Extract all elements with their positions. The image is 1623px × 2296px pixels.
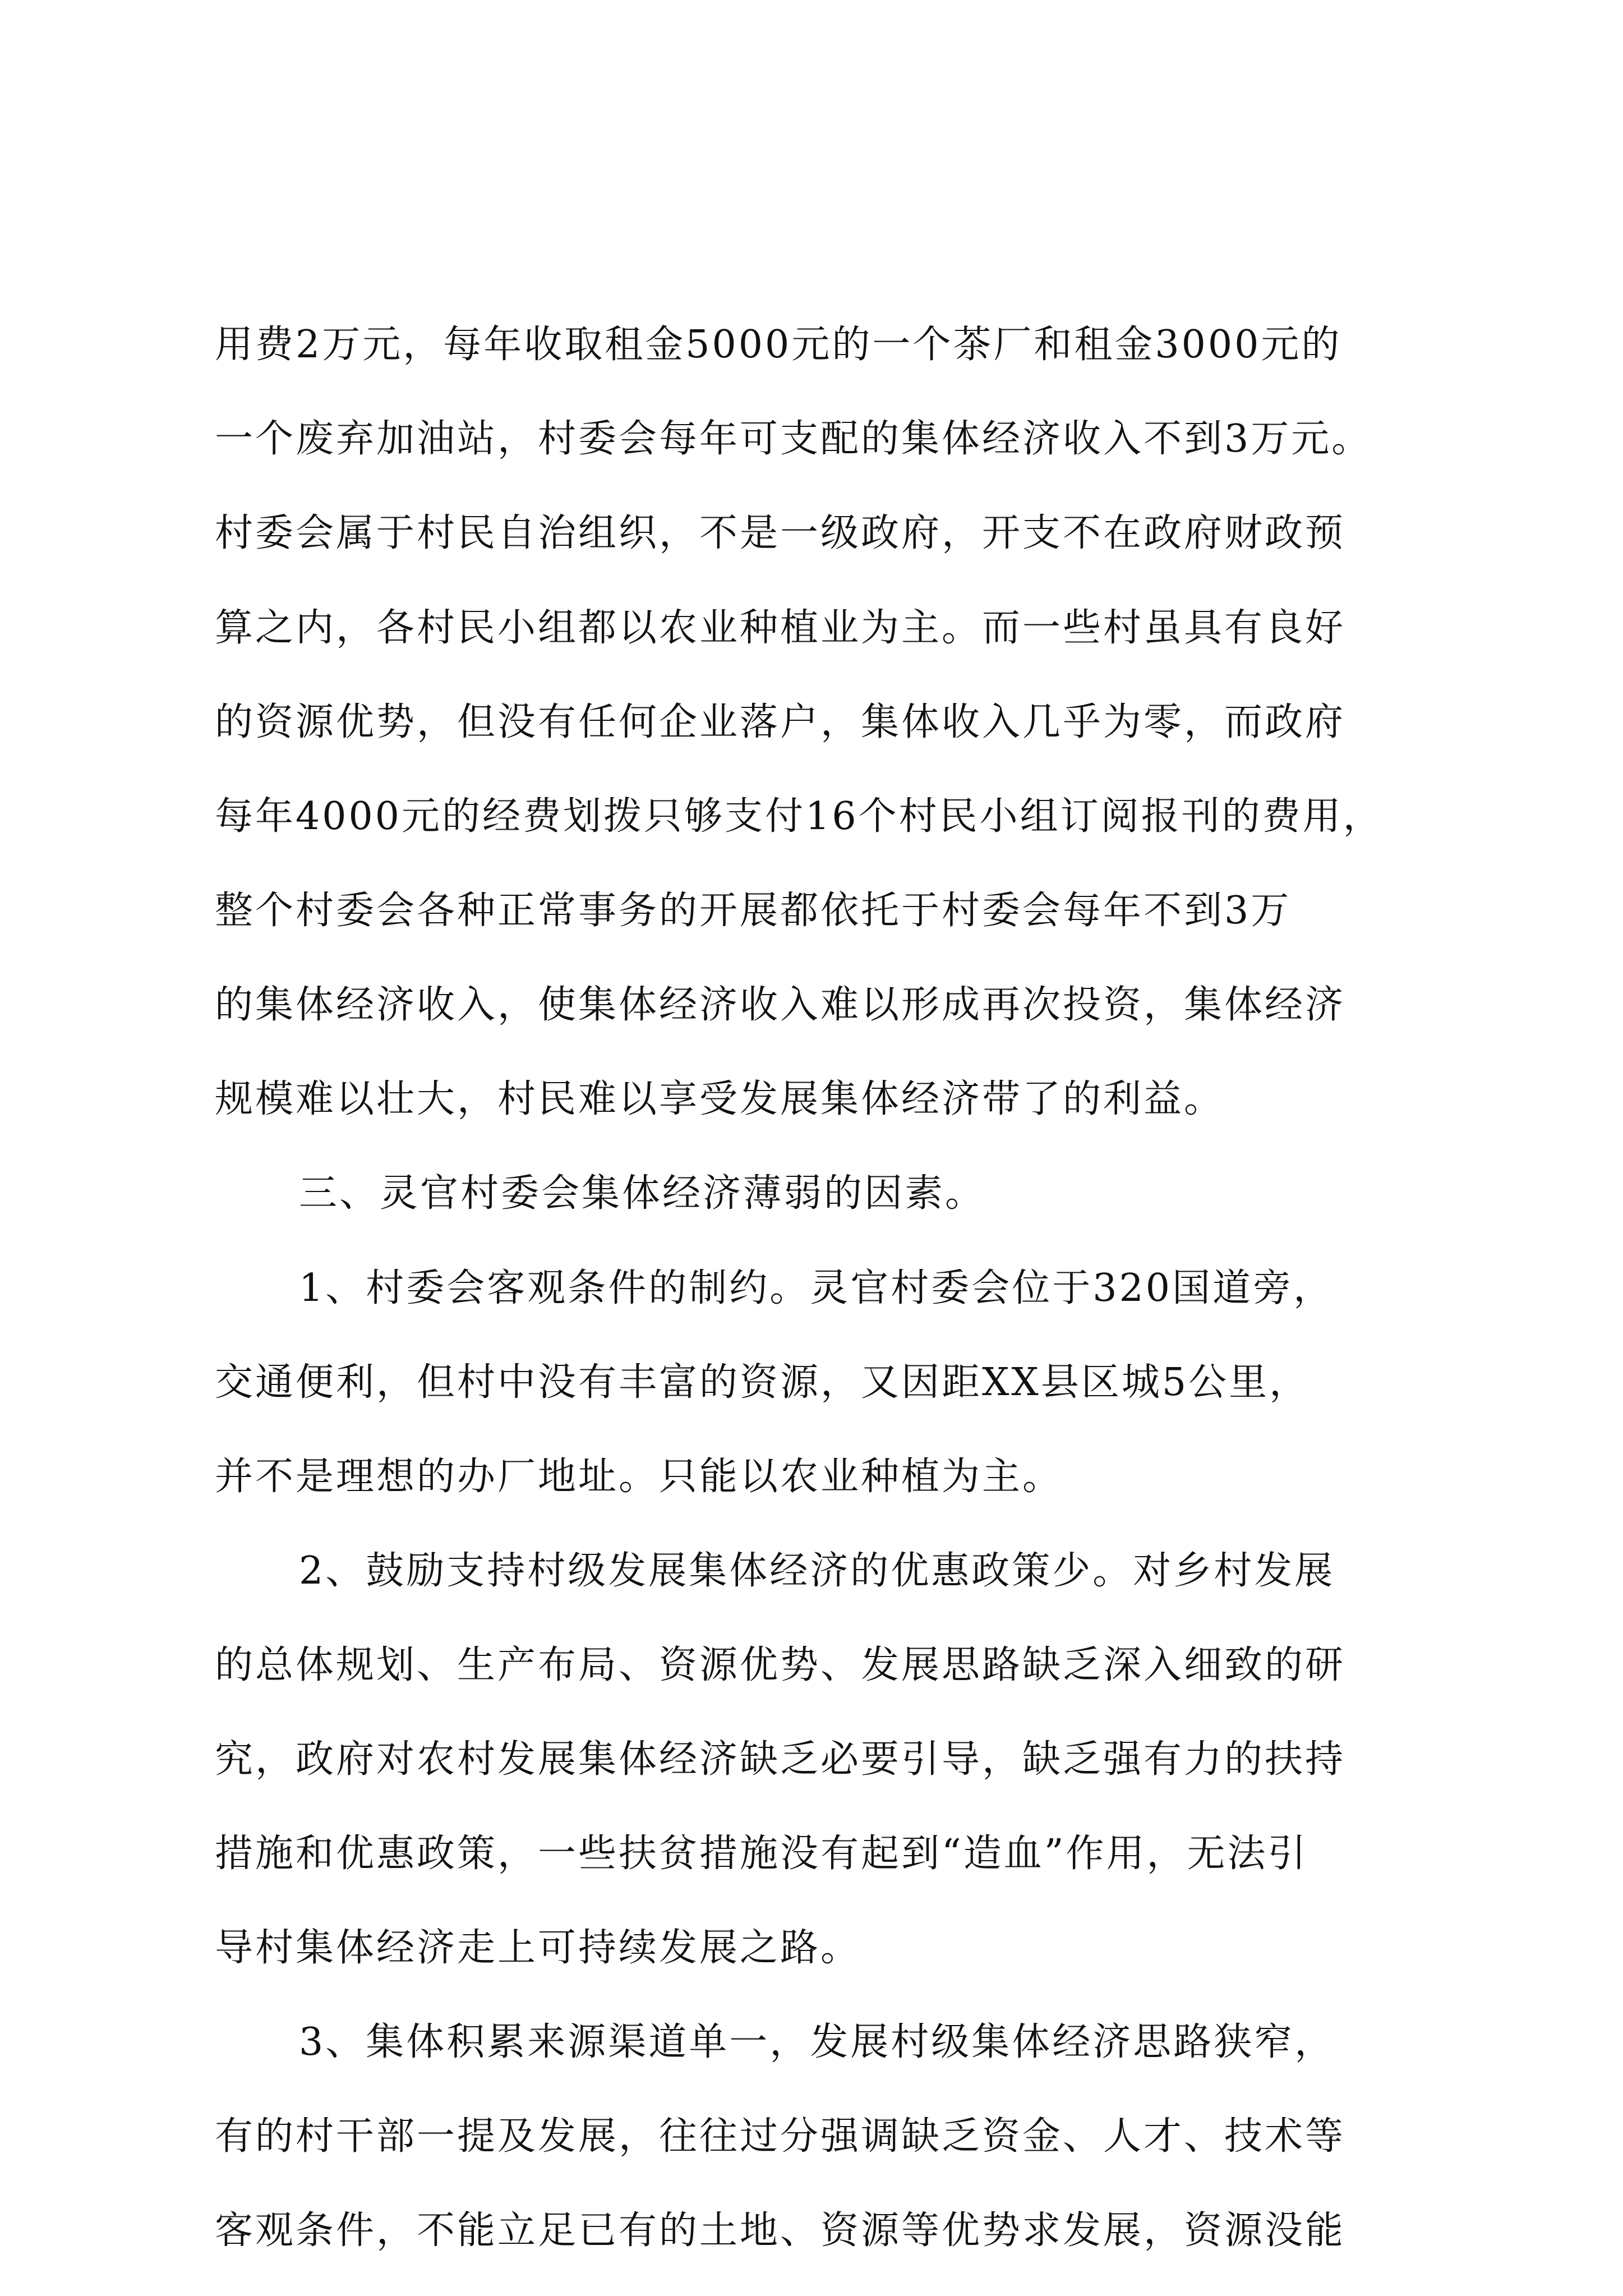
text-line: 整个村委会各种正常事务的开展都依托于村委会每年不到3万 (215, 889, 1292, 933)
text-line: 3、集体积累来源渠道单一，发展村级集体经济思路狭窄， (299, 2020, 1335, 2064)
text-line: 的总体规划、生产布局、资源优势、发展思路缺乏深入细致的研 (215, 1643, 1346, 1687)
text-line: 并不是理想的办厂地址。只能以农业种植为主。 (215, 1455, 1063, 1499)
text-line: 客观条件，不能立足已有的土地、资源等优势求发展，资源没能 (215, 2208, 1346, 2253)
section-heading: 三、灵官村委会集体经济薄弱的因素。 (299, 1171, 986, 1216)
text-line: 导村集体经济走上可持续发展之路。 (215, 1926, 861, 1970)
text-line: 2、鼓励支持村级发展集体经济的优惠政策少。对乡村发展 (299, 1549, 1335, 1593)
text-line: 每年4000元的经费划拨只够支付16个村民小组订阅报刊的费用， (215, 794, 1384, 839)
text-line: 用费2万元，每年收取租金5000元的一个茶厂和租金3000元的 (215, 323, 1342, 367)
text-line: 的资源优势，但没有任何企业落户，集体收入几乎为零，而政府 (215, 700, 1346, 744)
text-line: 村委会属于村民自治组织，不是一级政府，开支不在政府财政预 (215, 511, 1346, 555)
text-line: 措施和优惠政策，一些扶贫措施没有起到“造血”作用，无法引 (215, 1832, 1308, 1876)
text-line: 交通便利，但村中没有丰富的资源，又因距XX县区城5公里， (215, 1360, 1310, 1405)
text-line: 1、村委会客观条件的制约。灵官村委会位于320国道旁， (299, 1266, 1334, 1310)
text-line: 究，政府对农村发展集体经济缺乏必要引导，缺乏强有力的扶持 (215, 1737, 1346, 1782)
text-line: 规模难以壮大，村民难以享受发展集体经济带了的利益。 (215, 1077, 1225, 1121)
text-line: 算之内，各村民小组都以农业种植业为主。而一些村虽具有良好 (215, 606, 1346, 650)
text-line: 有的村干部一提及发展，往往过分强调缺乏资金、人才、技术等 (215, 2114, 1346, 2159)
text-line: 的集体经济收入，使集体经济收入难以形成再次投资，集体经济 (215, 983, 1346, 1027)
text-line: 一个废弃加油站，村委会每年可支配的集体经济收入不到3万元。 (215, 417, 1372, 461)
